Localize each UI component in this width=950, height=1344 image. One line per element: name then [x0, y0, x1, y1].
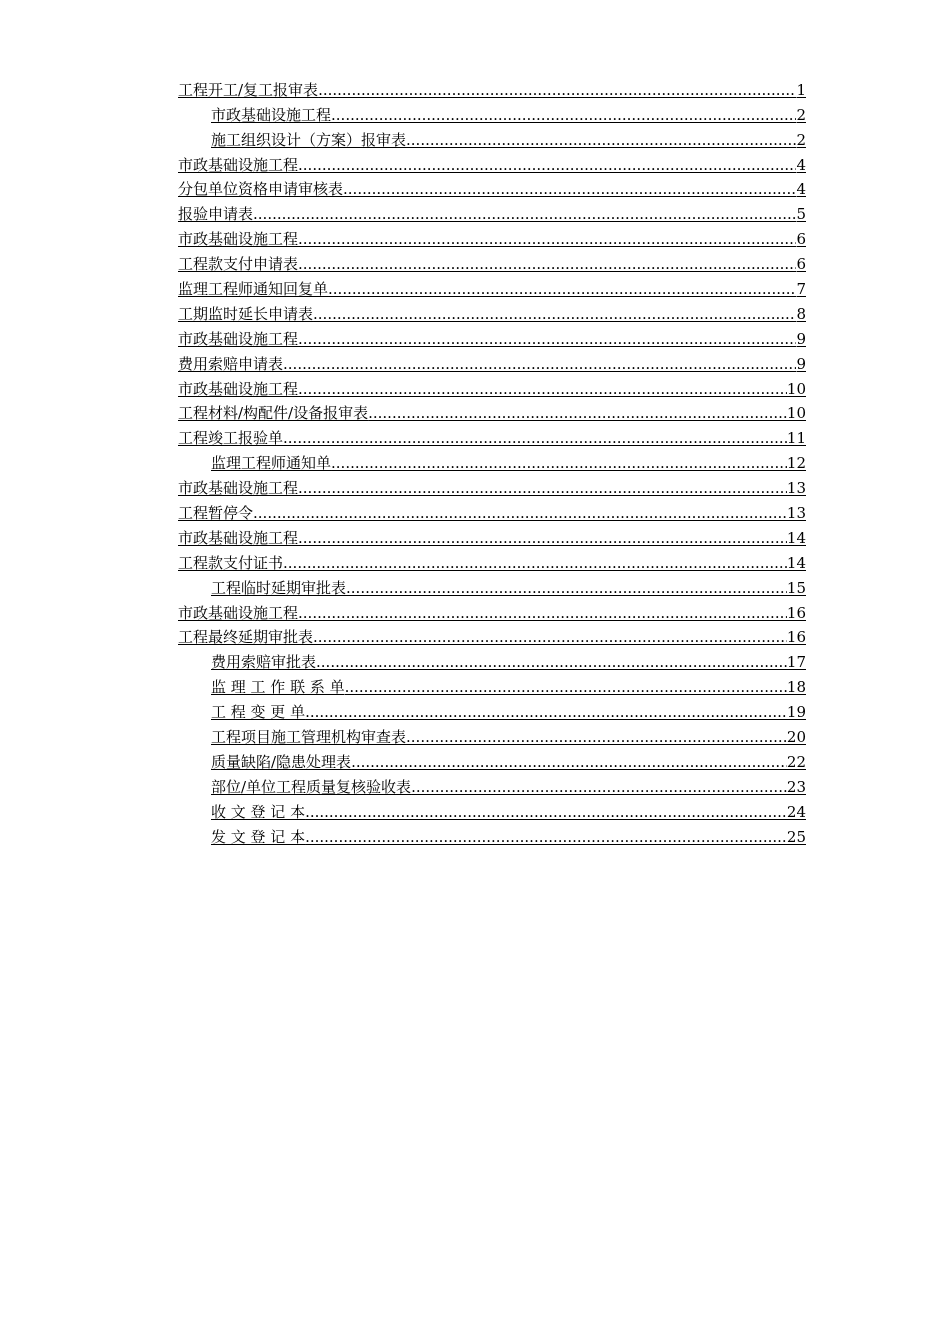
toc-entry-link[interactable]	[178, 248, 806, 273]
toc-entry-link[interactable]	[178, 124, 806, 149]
toc-entry-page-number: 11	[786, 429, 806, 448]
toc-entry-page-number: 16	[786, 603, 806, 622]
toc-entry-link[interactable]	[178, 447, 806, 472]
toc-entry-label: 市政基础设施工程	[178, 603, 299, 622]
toc-entry-page-number: 10	[786, 379, 806, 398]
toc-entry-link[interactable]	[178, 597, 806, 622]
toc-entry-link[interactable]	[178, 671, 806, 696]
toc-entry-page-number: 13	[786, 504, 806, 523]
toc-entry-page-number: 17	[786, 653, 806, 672]
toc-dot-leader	[313, 629, 787, 646]
toc-dot-leader	[305, 829, 787, 846]
toc-entry-page-number: 15	[786, 578, 806, 597]
toc-entry-label: 工程开工/复工报审表	[178, 80, 319, 99]
toc-entry-label: 工 程 变 更 单	[211, 703, 306, 722]
toc-entry-label: 市政基础设施工程	[178, 230, 299, 249]
toc-entry-label: 监理工程师通知回复单	[178, 280, 329, 299]
toc-entry-label: 收 文 登 记 本	[211, 802, 306, 821]
toc-dot-leader	[313, 306, 796, 323]
toc-entry-label: 工程项目施工管理机构审查表	[211, 728, 407, 747]
toc-entry-link[interactable]	[178, 721, 806, 746]
toc-entry-link[interactable]	[178, 298, 806, 323]
toc-entry-link[interactable]	[178, 746, 806, 771]
toc-entry-label: 施工组织设计（方案）报审表	[211, 130, 407, 149]
toc-dot-leader	[283, 356, 796, 373]
toc-entry-link[interactable]	[178, 547, 806, 572]
toc-entry-page-number: 9	[796, 329, 806, 348]
toc-entry-link[interactable]	[178, 522, 806, 547]
toc-entry-link[interactable]	[178, 373, 806, 398]
toc-dot-leader	[298, 157, 796, 174]
toc-entry-link[interactable]	[178, 771, 806, 796]
toc-entry-label: 市政基础设施工程	[178, 329, 299, 348]
toc-dot-leader	[298, 256, 796, 273]
toc-entry-link[interactable]	[178, 572, 806, 597]
toc-dot-leader	[328, 281, 796, 298]
toc-entry-link[interactable]	[178, 198, 806, 223]
toc-entry-page-number: 20	[786, 728, 806, 747]
toc-entry-link[interactable]	[178, 821, 806, 846]
toc-entry-page-number: 7	[796, 280, 806, 299]
toc-dot-leader	[298, 331, 796, 348]
toc-dot-leader	[331, 107, 796, 124]
toc-entry-label: 工程款支付证书	[178, 553, 284, 572]
toc-dot-leader	[298, 530, 787, 547]
toc-entry-label: 分包单位资格申请审核表	[178, 180, 344, 199]
toc-entry-page-number: 18	[786, 678, 806, 697]
toc-entry-link[interactable]	[178, 796, 806, 821]
toc-dot-leader	[283, 555, 787, 572]
toc-dot-leader	[298, 480, 787, 497]
toc-entry-link[interactable]	[178, 622, 806, 647]
toc-entry-page-number: 2	[796, 105, 806, 124]
toc-dot-leader	[331, 455, 787, 472]
toc-dot-leader	[305, 704, 787, 721]
toc-entry-label: 市政基础设施工程	[178, 379, 299, 398]
toc-dot-leader	[253, 206, 796, 223]
toc-entry-label: 工程暂停令	[178, 504, 254, 523]
toc-dot-leader	[343, 181, 796, 198]
toc-entry-link[interactable]	[178, 497, 806, 522]
toc-entry-link[interactable]	[178, 646, 806, 671]
toc-entry-label: 费用索赔审批表	[211, 653, 317, 672]
toc-entry-page-number: 14	[786, 528, 806, 547]
toc-entry-link[interactable]	[178, 99, 806, 124]
toc-entry-label: 市政基础设施工程	[178, 528, 299, 547]
toc-dot-leader	[316, 654, 787, 671]
toc-entry-page-number: 4	[796, 155, 806, 174]
toc-entry-link[interactable]	[178, 323, 806, 348]
toc-entry-label: 工期监时延长申请表	[178, 304, 314, 323]
toc-dot-leader	[351, 754, 787, 771]
toc-entry-label: 市政基础设施工程	[178, 155, 299, 174]
toc-entry-page-number: 4	[796, 180, 806, 199]
toc-entry-page-number: 5	[796, 205, 806, 224]
toc-entry-label: 监 理 工 作 联 系 单	[211, 678, 345, 697]
toc-entry-label: 报验申请表	[178, 205, 254, 224]
toc-entry-link[interactable]	[178, 174, 806, 199]
toc-entry-link[interactable]	[178, 74, 806, 99]
toc-dot-leader	[298, 231, 796, 248]
toc-dot-leader	[283, 430, 787, 447]
toc-entry-link[interactable]	[178, 472, 806, 497]
toc-dot-leader	[406, 729, 787, 746]
toc-entry-page-number: 14	[786, 553, 806, 572]
toc-entry-label: 发 文 登 记 本	[211, 827, 306, 846]
toc-entry-link[interactable]	[178, 348, 806, 373]
toc-entry-page-number: 9	[796, 354, 806, 373]
toc-entry-page-number: 22	[786, 752, 806, 771]
toc-dot-leader	[406, 132, 796, 149]
toc-entry-link[interactable]	[178, 149, 806, 174]
toc-entry-page-number: 6	[796, 255, 806, 274]
toc-dot-leader	[368, 405, 787, 422]
toc-entry-label: 工程临时延期审批表	[211, 578, 347, 597]
toc-entry-link[interactable]	[178, 223, 806, 248]
toc-entry-label: 部位/单位工程质量复核验收表	[211, 777, 412, 796]
toc-dot-leader	[298, 605, 787, 622]
toc-entry-label: 工程竣工报验单	[178, 429, 284, 448]
toc-entry-label: 费用索赔申请表	[178, 354, 284, 373]
toc-entry-label: 工程最终延期审批表	[178, 628, 314, 647]
toc-entry-page-number: 12	[786, 454, 806, 473]
toc-dot-leader	[305, 804, 787, 821]
toc-entry-page-number: 1	[796, 80, 806, 99]
toc-entry-label: 质量缺陷/隐患处理表	[211, 752, 352, 771]
toc-entry-label: 工程材料/构配件/设备报审表	[178, 404, 369, 423]
toc-entry-label: 工程款支付申请表	[178, 255, 299, 274]
toc-dot-leader	[298, 381, 787, 398]
toc-dot-leader	[346, 580, 787, 597]
toc-entry-page-number: 16	[786, 628, 806, 647]
toc-entry-page-number: 6	[796, 230, 806, 249]
toc-entry-link[interactable]	[178, 273, 806, 298]
toc-entry-label: 监理工程师通知单	[211, 454, 332, 473]
toc-dot-leader	[345, 679, 787, 696]
toc-dot-leader	[318, 82, 796, 99]
toc-entry-link[interactable]	[178, 398, 806, 423]
toc-entry-page-number: 24	[786, 802, 806, 821]
toc-entry-page-number: 2	[796, 130, 806, 149]
toc-entry-page-number: 13	[786, 479, 806, 498]
toc-entry-page-number: 8	[796, 304, 806, 323]
toc-entry-label: 市政基础设施工程	[178, 479, 299, 498]
toc-entry-link[interactable]	[178, 696, 806, 721]
toc-entry-page-number: 10	[786, 404, 806, 423]
toc-entry-page-number: 25	[786, 827, 806, 846]
toc-entry-label: 市政基础设施工程	[211, 105, 332, 124]
toc-entry-link[interactable]	[178, 422, 806, 447]
toc-dot-leader	[253, 505, 787, 522]
toc-entry-page-number: 23	[786, 777, 806, 796]
table-of-contents	[178, 74, 806, 846]
toc-dot-leader	[411, 779, 787, 796]
toc-entry-page-number: 19	[786, 703, 806, 722]
